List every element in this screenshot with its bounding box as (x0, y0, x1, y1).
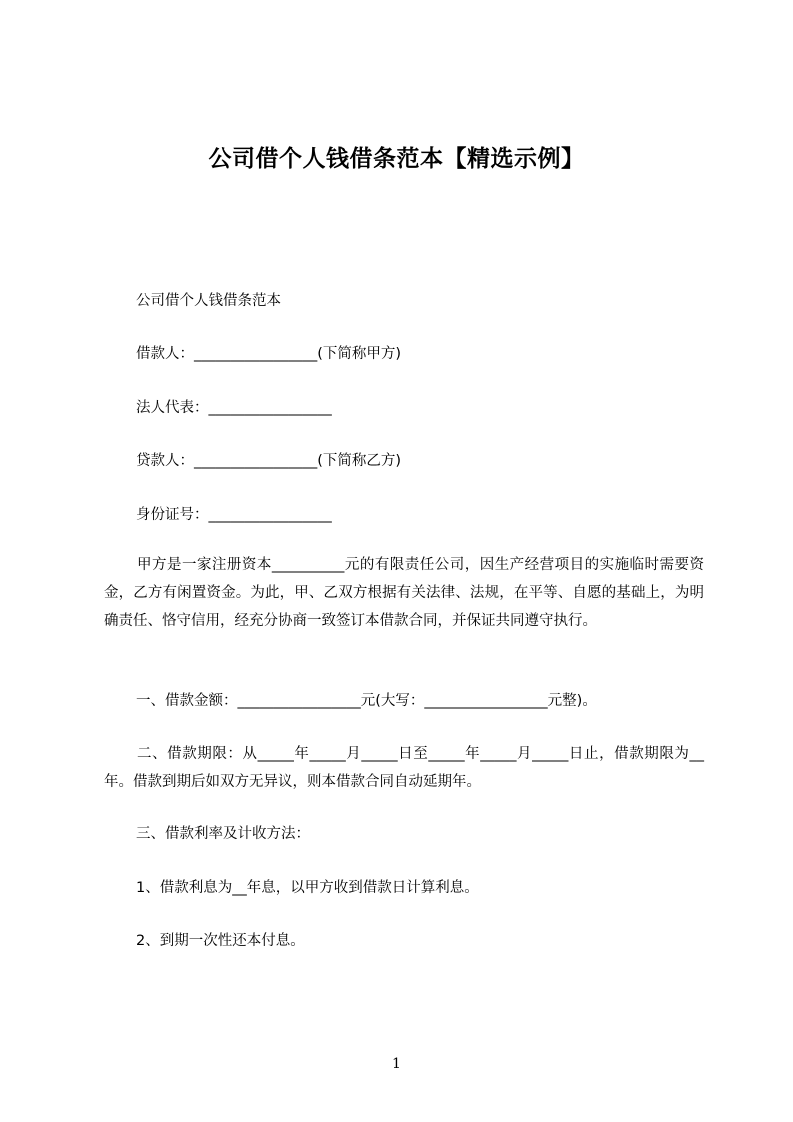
borrower-line: 借款人：_________________(下简称甲方) (136, 346, 402, 362)
id-number-line: 身份证号：_________________ (136, 507, 332, 523)
legal-rep-line: 法人代表：_________________ (136, 400, 332, 416)
subtitle: 公司借个人钱借条范本 (136, 293, 281, 309)
intro-paragraph: 甲方是一家注册资本__________元的有限责任公司，因生产经营项目的实施临时需要资金，乙方有闲置资金。为此，甲、乙双方根据有关法律、法规，在平等、自愿的基础上，为明确责任、恪守信用，经充分协商一致签订本借款合同，并保证共同遵守执行。 (104, 557, 704, 629)
page-number: 1 (392, 1056, 401, 1072)
loan-term-clause: 二、借款期限：从_____年_____月_____日至_____年_____月_____日止，借款期限为__年。借款到期后如双方无异议，则本借款合同自动延期年。 (104, 746, 704, 790)
rate-item-2: 2、到期一次性还本付息。 (136, 933, 305, 949)
lender-line: 贷款人：_________________(下简称乙方) (136, 453, 402, 469)
document-title: 公司借个人钱借条范本【精选示例】 (208, 146, 585, 172)
loan-amount-clause: 一、借款金额：_________________元(大写：_________________元整)。 (136, 693, 597, 709)
rate-item-1: 1、借款利息为__年息，以甲方收到借款日计算利息。 (136, 880, 479, 896)
rate-heading: 三、借款利率及计收方法： (136, 826, 310, 842)
